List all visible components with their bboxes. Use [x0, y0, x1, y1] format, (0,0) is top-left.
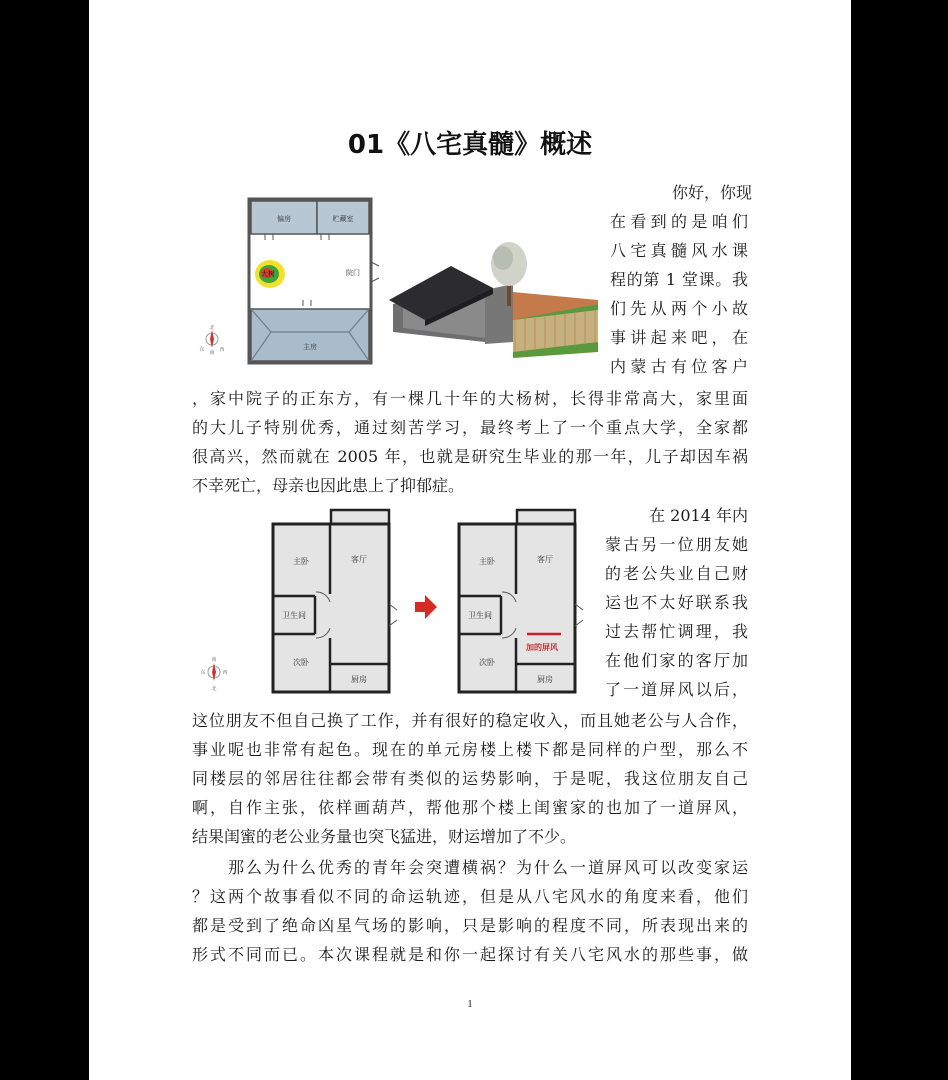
para1-line: 的大儿子特别优秀，通过刻苦学习，最终考上了一个重点大学，全家都	[192, 418, 748, 437]
svg-text:主卧: 主卧	[293, 557, 309, 566]
svg-text:客厅: 客厅	[537, 555, 553, 564]
svg-text:加的屏风: 加的屏风	[526, 643, 558, 652]
main-room-label: 主房	[303, 343, 317, 351]
para1-side-line: 八宅真髓风水课	[610, 241, 748, 260]
para1-side-line: 你好，你现	[671, 183, 752, 202]
para2-side-line: 在他们家的客厅加	[605, 651, 748, 670]
svg-text:次卧: 次卧	[479, 658, 495, 667]
svg-text:主卧: 主卧	[479, 557, 495, 566]
svg-text:东: 东	[199, 347, 205, 353]
para2-line: 啊，自作主张，依样画葫芦，帮他那个楼上闺蜜家的也加了一道屏风，	[192, 798, 748, 817]
para2-line: 这位朋友不但自己换了工作，并有很好的稳定收入，而且她老公与人合作，	[192, 711, 748, 730]
house-3d-illustration	[389, 242, 598, 358]
svg-text:西: 西	[219, 347, 225, 353]
para1-line: ，家中院子的正东方，有一棵几十年的大杨树，长得非常高大，家里面	[192, 389, 748, 408]
para3-line: ？这两个故事看似不同的命运轨迹，但是从八宅风水的角度来看，他们	[192, 887, 748, 906]
svg-text:南: 南	[211, 657, 217, 663]
para2-side-line: 在 2014 年内	[649, 506, 748, 525]
storage-room-label: 贮藏室	[332, 215, 354, 223]
para2-side-line: 运也不太好联系我	[605, 593, 748, 612]
svg-text:南: 南	[209, 350, 215, 356]
page-number: 1	[467, 998, 473, 1010]
para2-line: 事业呢也非常有起色。现在的单元房楼上楼下都是同样的户型，那么不	[192, 740, 748, 759]
plan-after	[459, 510, 583, 692]
compass-icon	[199, 324, 224, 356]
arrow-right-icon	[415, 595, 437, 619]
side-room-label: 偏房	[277, 215, 291, 223]
para1-side-line: 程的第 1 堂课。我	[610, 270, 748, 289]
compass-icon	[200, 656, 227, 692]
document-page	[89, 0, 851, 1080]
para1-side-line: 在看到的是咱们	[610, 212, 748, 231]
para1-line: 不幸死亡，母亲也因此患上了抑郁症。	[192, 476, 465, 495]
svg-text:次卧: 次卧	[293, 658, 309, 667]
courtyard-door-label: 院门	[346, 269, 360, 277]
para1-side-line: 内蒙古有位客户	[610, 357, 748, 376]
para2-side-line: 的老公失业自己财	[605, 564, 748, 583]
apartment-figure	[193, 506, 589, 698]
page-title: 01《八宅真髓》概述	[347, 130, 593, 160]
para2-side-line: 了一道屏风以后，	[605, 680, 748, 699]
para1-line: 很高兴，然而就在 2005 年，也就是研究生毕业的那一年，儿子却因车祸	[192, 447, 748, 466]
svg-text:厨房: 厨房	[537, 675, 553, 684]
svg-text:北: 北	[209, 325, 215, 331]
tree-label: 大树	[261, 270, 275, 278]
svg-text:西: 西	[222, 670, 228, 676]
svg-text:客厅: 客厅	[351, 555, 367, 564]
para1-side-line: 们先从两个小故	[610, 299, 748, 318]
svg-text:卫生间: 卫生间	[282, 611, 306, 620]
plan-before	[273, 510, 397, 692]
svg-text:北: 北	[211, 686, 217, 692]
para2-side-line: 过去帮忙调理，我	[605, 622, 748, 641]
para3-line: 形式不同而已。本次课程就是和你一起探讨有关八宅风水的那些事，做	[192, 945, 748, 964]
para2-side-line: 蒙古另一位朋友她	[605, 535, 748, 554]
svg-text:东: 东	[200, 670, 206, 676]
para3-line: 那么为什么优秀的青年会突遭横祸？为什么一道屏风可以改变家运	[228, 858, 748, 877]
para2-line: 结果闺蜜的老公业务量也突飞猛进，财运增加了不少。	[192, 827, 577, 846]
para1-side-line: 事讲起来吧，在	[610, 328, 748, 347]
svg-text:厨房: 厨房	[351, 675, 367, 684]
courtyard-figure	[193, 192, 601, 370]
para3-line: 都是受到了绝命凶星气场的影响，只是影响的程度不同，所表现出来的	[192, 916, 748, 935]
para2-line: 同楼层的邻居往往都会带有类似的运势影响，于是呢，我这位朋友自己	[192, 769, 748, 788]
svg-text:卫生间: 卫生间	[468, 611, 492, 620]
